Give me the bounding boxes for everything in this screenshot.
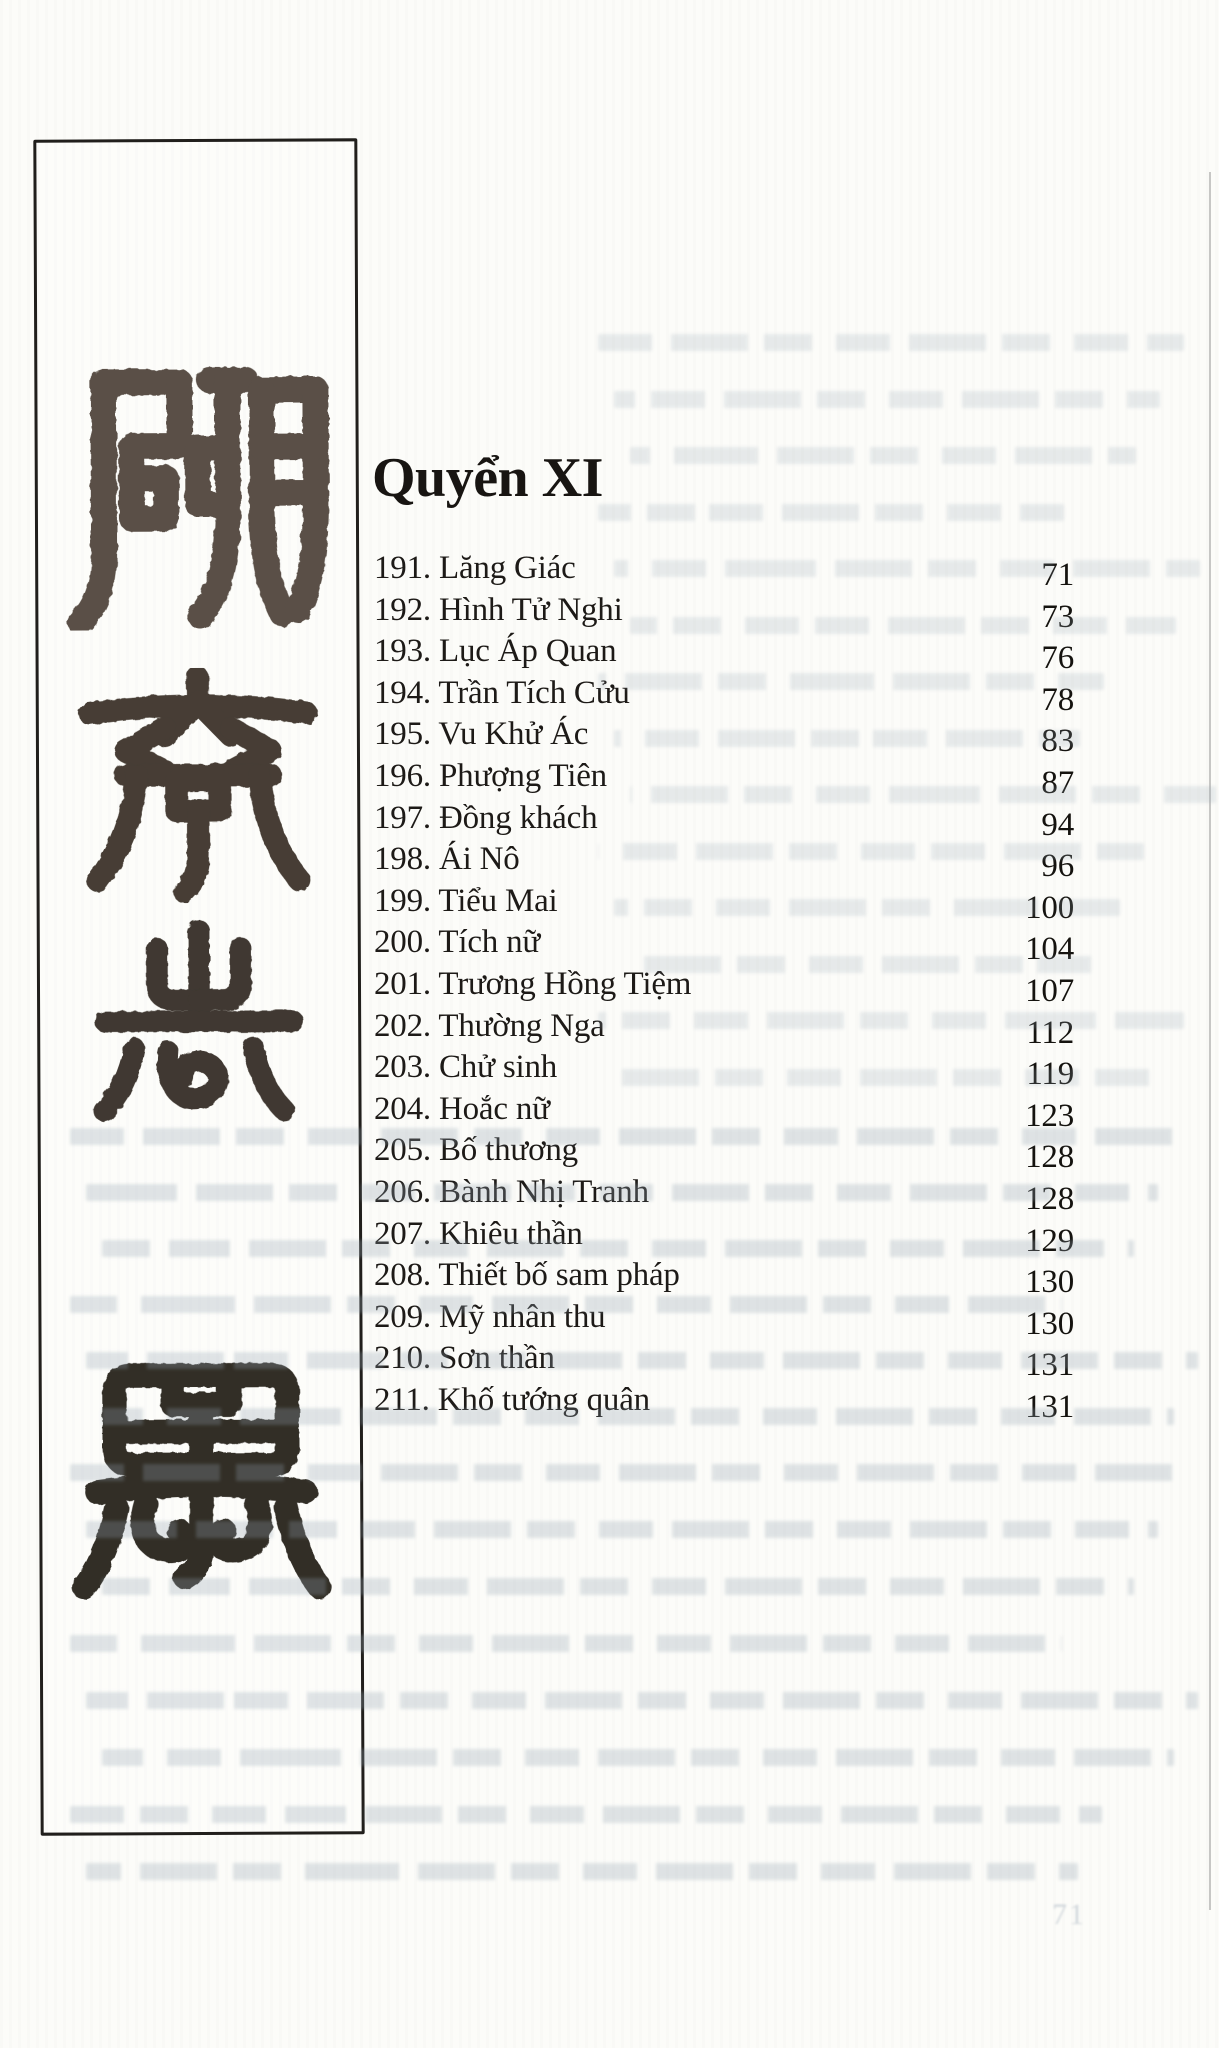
ghost-text-line <box>86 1352 1198 1369</box>
toc-entry-label: 194. Trần Tích Cửu <box>374 674 630 711</box>
ghost-text-line <box>70 1128 1182 1145</box>
toc-entry-page-number: 104 <box>1025 931 1074 968</box>
toc-entry-page-number: 76 <box>1041 640 1074 677</box>
volume-title: Quyển XI <box>372 446 603 509</box>
toc-entry-page-number: 131 <box>1025 1347 1074 1384</box>
toc-entry-label: 206. Bành Nhị Tranh <box>374 1173 649 1210</box>
toc-entry-label: 207. Khiêu thần <box>374 1215 583 1252</box>
ghost-text-line <box>102 1408 1174 1425</box>
seal-glyph-lieu-icon <box>61 349 332 630</box>
ghost-text-line <box>614 899 1120 916</box>
toc-entry-page-number: 94 <box>1041 806 1074 843</box>
ghost-text-line <box>614 730 1080 747</box>
ghost-text-line <box>614 391 1160 408</box>
toc-entry-label: 196. Phượng Tiên <box>374 757 607 794</box>
ghost-text-line <box>614 1069 1160 1086</box>
toc-entry-page-number: 112 <box>1026 1014 1074 1051</box>
ghost-text-line <box>598 843 1144 860</box>
ghost-text-line <box>86 1692 1198 1709</box>
toc-entry-label: 193. Lục Áp Quan <box>374 633 617 670</box>
toc-entry-page-number: 71 <box>1041 557 1074 593</box>
toc-entry-page-number: 129 <box>1025 1222 1074 1259</box>
seal-character-chi <box>64 917 335 1123</box>
toc-entry-page-number: 87 <box>1041 764 1074 801</box>
toc-entry-label: 191. Lăng Giác <box>374 550 576 586</box>
toc-entry-label: 195. Vu Khử Ác <box>374 716 589 753</box>
seal-glyph-trai-icon <box>63 667 334 903</box>
ghost-text-line <box>102 1240 1134 1257</box>
toc-entry-label: 192. Hình Tử Nghi <box>374 591 623 628</box>
toc-entry-page-number: 128 <box>1025 1139 1074 1176</box>
ghost-text-line <box>630 447 1136 464</box>
toc-entry-page-number: 130 <box>1025 1264 1074 1301</box>
toc-entry-row <box>374 631 1074 677</box>
ghost-text-line <box>86 1521 1158 1538</box>
toc-entry-row <box>374 1089 1074 1134</box>
seal-glyph-chi-icon <box>64 917 335 1123</box>
toc-entry-label: 202. Thường Nga <box>374 1007 605 1044</box>
scan-edge-line <box>1209 172 1211 1910</box>
toc-entry-page-number: 83 <box>1041 723 1074 760</box>
toc-entry-row <box>374 1255 1074 1301</box>
ghost-text-line <box>86 1863 1078 1880</box>
toc-entry-row <box>374 798 1074 843</box>
ghost-text-line <box>598 673 1104 690</box>
toc-entry-page-number: 73 <box>1041 598 1074 635</box>
ghost-text-line <box>598 504 1064 521</box>
ghost-text-line <box>70 1464 1182 1481</box>
toc-entry-page-number: 119 <box>1026 1056 1074 1093</box>
toc-entry-page-number: 96 <box>1041 848 1074 885</box>
toc-entry-label: 201. Trương Hồng Tiệm <box>374 965 692 1002</box>
ghost-text-line <box>102 1578 1134 1595</box>
toc-entry-page-number: 100 <box>1025 889 1074 926</box>
toc-entry-label: 210. Sơn thần <box>374 1340 555 1377</box>
ghost-text-line <box>102 1749 1174 1766</box>
ghost-text-line <box>70 1806 1102 1823</box>
toc-entry-label: 205. Bố thương <box>374 1132 578 1169</box>
toc-entry-page-number: 107 <box>1025 972 1074 1009</box>
ghost-page-number: 71 <box>1052 1898 1086 1931</box>
toc-entry-label: 209. Mỹ nhân thu <box>374 1298 606 1335</box>
toc-entry-label: 208. Thiết bố sam pháp <box>374 1257 680 1294</box>
toc-entry-label: 199. Tiểu Mai <box>374 882 558 919</box>
ghost-text-line <box>86 1184 1158 1201</box>
ghost-text-line <box>630 956 1096 973</box>
seal-character-lieu <box>61 349 332 630</box>
toc-entry-page-number: 131 <box>1025 1388 1074 1425</box>
toc-entry-page-number: 130 <box>1025 1305 1074 1342</box>
ghost-text-line <box>598 1012 1184 1029</box>
ghost-text-line <box>630 786 1216 803</box>
ghost-text-line <box>598 334 1184 351</box>
ghost-text-line <box>630 617 1176 634</box>
toc-entry-page-number: 128 <box>1025 1180 1074 1217</box>
toc-entry-page-number: 78 <box>1041 681 1074 718</box>
toc-entry-page-number: 123 <box>1025 1097 1074 1134</box>
toc-entry-label: 211. Khố tướng quân <box>374 1381 650 1418</box>
ghost-text-line <box>70 1635 1062 1652</box>
ghost-text-line <box>614 560 1200 577</box>
ghost-text-line <box>70 1296 1062 1313</box>
toc-entry-label: 198. Ái Nô <box>374 841 520 878</box>
toc-entry-label: 203. Chử sinh <box>374 1049 558 1086</box>
seal-character-trai <box>63 667 334 903</box>
toc-entry-label: 197. Đồng khách <box>374 799 598 836</box>
toc-entry-label: 200. Tích nữ <box>374 924 541 961</box>
toc-entry-label: 204. Hoắc nữ <box>374 1090 550 1127</box>
